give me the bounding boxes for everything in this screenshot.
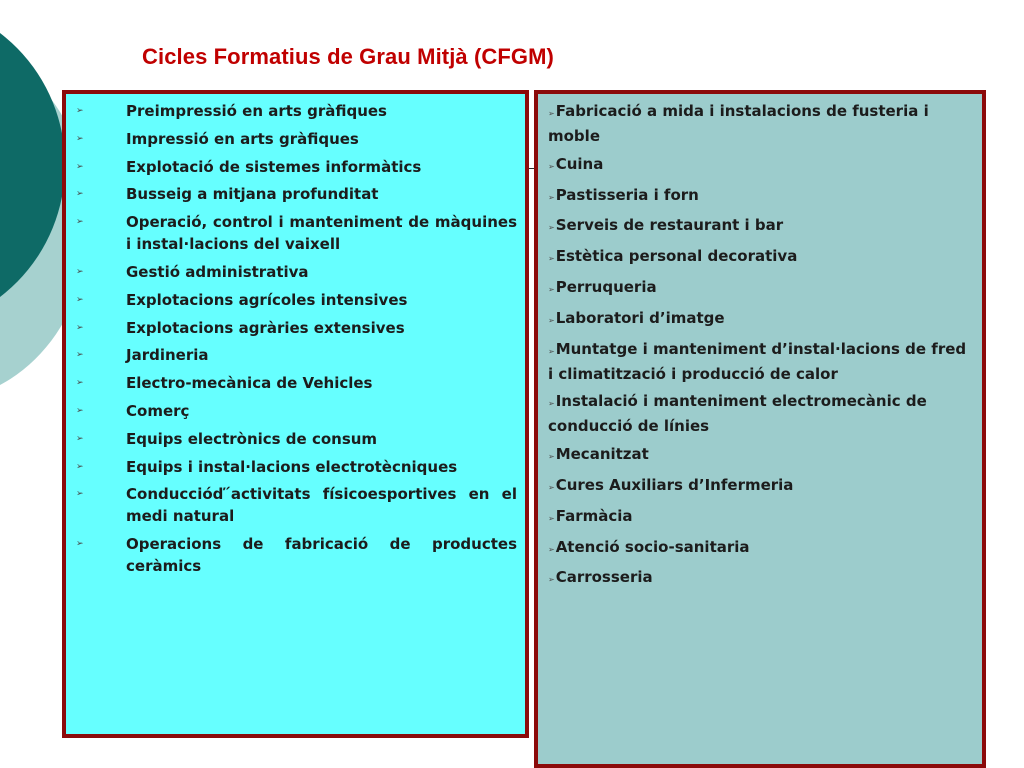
list-item-label: Equips i instal·lacions electrotècniques [126,457,458,476]
list-item [74,372,517,394]
list-item [74,289,517,311]
list-item-label: Mecanitzat [555,445,649,464]
arrowhead-bullet-icon: ➢ [76,378,84,389]
arrowhead-bullet-icon: ➢ [548,399,555,409]
list-item [74,156,517,178]
list-item [74,317,517,339]
list-item [548,474,974,499]
list-item [74,183,517,205]
arrowhead-bullet-icon: ➢ [76,294,84,305]
arrowhead-bullet-icon: ➢ [548,223,555,233]
list-item-label: Operació, control i manteniment de màquines i instal·lacions del vaixell [126,213,517,254]
arrowhead-bullet-icon: ➢ [548,192,555,202]
list-item-label: Cuina [555,154,604,173]
arrowhead-bullet-icon: ➢ [548,544,555,554]
arrowhead-bullet-icon: ➢ [76,217,84,228]
list-item-label: Perruqueria [555,277,657,296]
arrowhead-bullet-icon: ➢ [548,452,555,462]
list-item [74,344,517,366]
list-item-label: Carrosseria [555,568,653,587]
list-item [74,128,517,150]
right-course-list [548,100,974,591]
slide-title: Cicles Formatius de Grau Mitjà (CFGM) [142,44,554,69]
list-item [74,483,517,527]
list-item [548,443,974,468]
arrowhead-bullet-icon: ➢ [76,106,84,116]
list-item-label: Pastisseria i forn [555,185,699,204]
list-item-label: Explotacions agràries extensives [126,318,405,337]
arrowhead-bullet-icon: ➢ [76,322,84,333]
arrowhead-bullet-icon: ➢ [76,189,84,200]
list-item [548,153,974,178]
list-item-label: Explotació de sistemes informàtics [126,157,422,176]
arrowhead-bullet-icon: ➢ [76,161,84,172]
list-item [548,276,974,301]
list-item-label: Busseig a mitjana profunditat [126,185,379,204]
list-item-label: Equips electrònics de consum [126,429,378,448]
arrowhead-bullet-icon: ➢ [76,266,84,277]
list-item [548,390,974,437]
list-item-label: Instalació i manteniment electromecànic de conducció de línies [548,392,927,436]
arrowhead-bullet-icon: ➢ [548,254,555,264]
list-item-label: Fabricació a mida i instalacions de fusteria i moble [548,102,929,145]
arrowhead-bullet-icon: ➢ [548,161,555,171]
right-course-panel [534,90,986,768]
list-item-label: Operacions de fabricació de productes ceràmics [126,535,517,576]
arrowhead-bullet-icon: ➢ [548,482,555,492]
list-item [74,400,517,422]
list-item-label: Conduccióď´activitats físicoesportives en el medi natural [126,485,517,526]
list-item-label: Jardineria [126,346,209,365]
list-item [548,536,974,561]
arrowhead-bullet-icon: ➢ [76,133,84,144]
list-item-label: Farmàcia [555,506,633,525]
list-item-label: Electro-mecànica de Vehicles [126,374,373,393]
list-item [74,533,517,577]
left-course-list [74,100,517,577]
list-item-label: Gestió administrativa [126,262,309,281]
arrowhead-bullet-icon: ➢ [76,405,84,416]
list-item-label: Cures Auxiliars d’Infermeria [555,475,794,494]
list-item [74,261,517,283]
list-item [548,100,974,147]
list-item-label: Laboratori d’imatge [555,308,725,327]
list-item [548,184,974,209]
left-course-panel [62,90,529,738]
arrowhead-bullet-icon: ➢ [548,513,555,523]
list-item [548,245,974,270]
arrowhead-bullet-icon: ➢ [548,109,555,118]
list-item [548,338,974,385]
arrowhead-bullet-icon: ➢ [76,539,84,550]
list-item [548,566,974,591]
list-item [548,214,974,239]
list-item-label: Serveis de restaurant i bar [555,216,784,235]
arrowhead-bullet-icon: ➢ [548,346,555,356]
list-item [548,505,974,530]
arrowhead-bullet-icon: ➢ [76,489,84,500]
arrowhead-bullet-icon: ➢ [76,461,84,472]
list-item-label: Estètica personal decorativa [555,247,798,266]
arrowhead-bullet-icon: ➢ [548,315,555,325]
list-item-label: Muntatge i manteniment d’instal·lacions de fred i climatització i producció de calor [548,339,967,383]
arrowhead-bullet-icon: ➢ [76,433,84,444]
list-item [74,456,517,478]
list-item [74,100,517,122]
arrowhead-bullet-icon: ➢ [76,350,84,361]
list-item-label: Preimpressió en arts gràfiques [126,102,387,120]
arrowhead-bullet-icon: ➢ [548,575,555,585]
arrowhead-bullet-icon: ➢ [548,284,555,294]
list-item [74,428,517,450]
list-item [548,307,974,332]
list-item-label: Explotacions agrícoles intensives [126,290,408,309]
list-item-label: Impressió en arts gràfiques [126,129,359,148]
list-item-label: Atenció socio-sanitaria [555,537,750,556]
list-item [74,211,517,255]
list-item-label: Comerç [126,401,190,420]
